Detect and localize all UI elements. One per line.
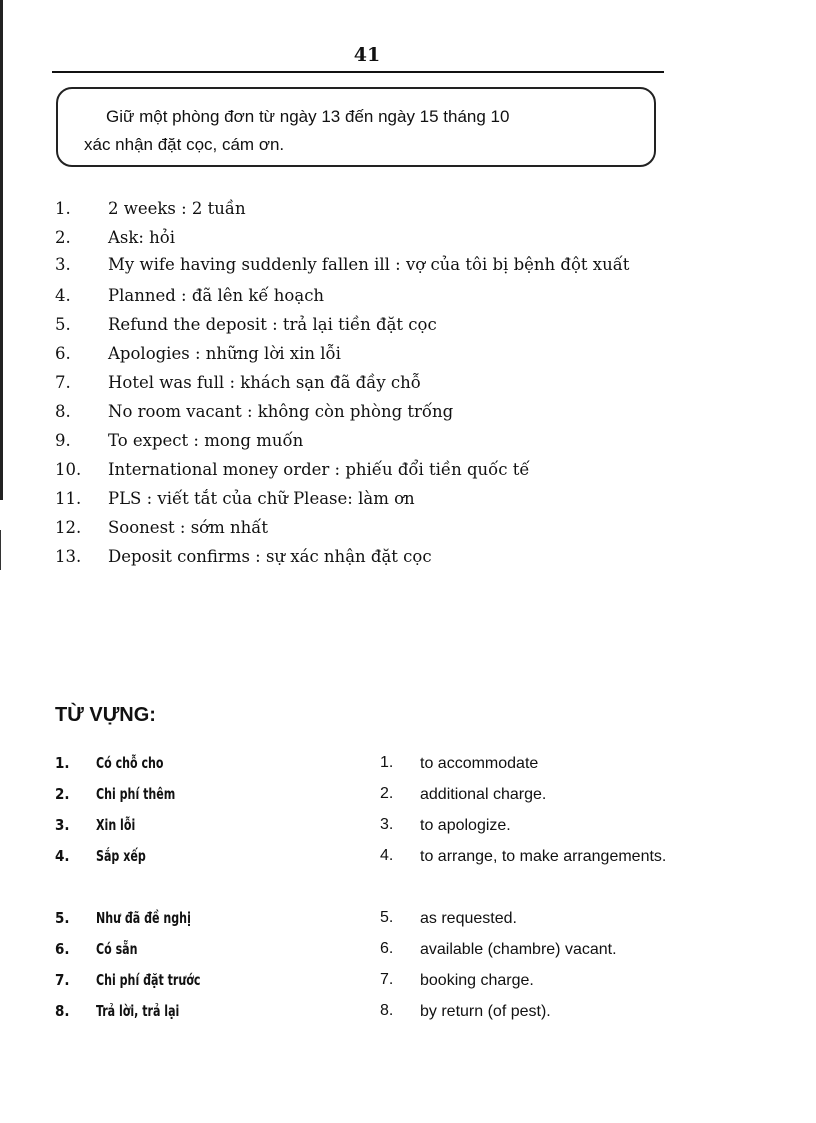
vocab-vietnamese-term: Chi phí thêm [96,785,176,803]
scan-binding-edge [0,0,3,500]
vocab-item-number: 6. [380,940,394,957]
glossary-item [55,310,695,339]
glossary-item-text: Hotel was full : khách sạn đã đầy chỗ [108,373,421,392]
vocab-item-number: 8. [55,1002,70,1020]
vocab-english-term: as requested. [420,910,517,927]
glossary-list [55,194,695,571]
vocab-english-item [380,905,680,936]
scan-binding-edge-mark [0,530,1,570]
vocabulary-heading: TỪ VỰNG: [55,704,156,726]
glossary-item-number: 4. [55,286,71,305]
vocab-english-term: additional charge. [420,786,547,803]
glossary-item [55,397,695,426]
glossary-item-text: To expect : mong muốn [108,431,304,450]
glossary-item-number: 10. [55,460,82,479]
glossary-item [55,223,695,252]
glossary-item [55,252,695,281]
vocab-english-term: booking charge. [420,972,534,989]
glossary-item-text: My wife having suddenly fallen ill : vợ của tôi bị bệnh đột xuất [108,255,630,274]
glossary-item-number: 13. [55,547,82,566]
vocab-item-number: 1. [380,754,394,771]
vocab-vietnamese-term: Chi phí đặt trước [96,971,201,989]
vocab-item-number: 6. [55,940,70,958]
vocab-vietnamese-item [55,998,355,1029]
note-line-2: xác nhận đặt cọc, cám ơn. [84,135,285,154]
glossary-item-number: 1. [55,199,71,218]
vocab-vietnamese-term: Trả lời, trả lại [96,1002,180,1020]
glossary-item-text: PLS : viết tắt của chữ Please: làm ơn [108,489,415,508]
vocab-vietnamese-item [55,905,355,936]
vocab-english-item [380,781,680,812]
vocab-item-number: 1. [55,754,70,772]
glossary-item [55,368,695,397]
vocab-english-term: available (chambre) vacant. [420,941,617,958]
glossary-item-text: Deposit confirms : sự xác nhận đặt cọc [108,547,432,566]
vocab-english-item [380,967,680,998]
header-rule [52,71,664,73]
vocab-english-item [380,843,680,905]
vocab-english-item [380,936,680,967]
telegram-note-box [56,87,656,167]
vocab-vietnamese-item [55,812,355,843]
glossary-item-text: Soonest : sớm nhất [108,518,268,537]
vocab-item-number: 4. [55,847,70,865]
glossary-item-text: Apologies : những lời xin lỗi [108,344,341,363]
vocab-item-number: 4. [380,847,394,864]
vocab-item-number: 2. [380,785,394,802]
glossary-item-number: 6. [55,344,71,363]
vocab-vietnamese-term: Có chỗ cho [96,754,164,772]
glossary-item [55,513,695,542]
vocab-vietnamese-item [55,967,355,998]
glossary-item-text: No room vacant : không còn phòng trống [108,402,454,421]
vocab-vietnamese-item [55,843,355,905]
vocab-english-column [380,750,680,1029]
vocab-english-term: to apologize. [420,817,511,834]
glossary-item-text: Ask: hỏi [108,228,176,247]
glossary-item-number: 5. [55,315,71,334]
vocab-vietnamese-term: Sắp xếp [96,847,146,865]
vocab-item-number: 5. [380,909,394,926]
vocab-item-number: 7. [55,971,70,989]
vocab-english-item [380,998,680,1029]
vocab-vietnamese-term: Xin lỗi [96,816,136,834]
vocab-vietnamese-item [55,936,355,967]
glossary-item-number: 7. [55,373,71,392]
vocab-vietnamese-item [55,781,355,812]
glossary-item-number: 12. [55,518,82,537]
vocab-item-number: 8. [380,1002,394,1019]
glossary-item-number: 9. [55,431,71,450]
glossary-item [55,455,695,484]
glossary-item-text: Refund the deposit : trả lại tiền đặt cọc [108,315,437,334]
vocab-vietnamese-term: Như đã đề nghị [96,909,191,927]
vocab-english-item [380,812,680,843]
glossary-item-number: 3. [55,255,71,274]
vocab-item-number: 2. [55,785,70,803]
vocab-vietnamese-column [55,750,355,1029]
glossary-item-number: 2. [55,228,71,247]
glossary-item [55,281,695,310]
vocab-vietnamese-term: Có sẵn [96,940,138,958]
vocab-english-item [380,750,680,781]
glossary-item [55,542,695,571]
vocab-item-number: 7. [380,971,394,988]
glossary-item-number: 11. [55,489,82,508]
vocab-english-term: to accommodate [420,755,539,772]
glossary-item [55,339,695,368]
vocab-english-term: to arrange, to make arrangements. [420,848,667,865]
vocab-english-term: by return (of pest). [420,1003,551,1020]
glossary-item [55,194,695,223]
page-number: 41 [353,44,381,66]
vocab-item-number: 3. [380,816,394,833]
glossary-item-number: 8. [55,402,71,421]
vocab-item-number: 5. [55,909,70,927]
glossary-item-text: Planned : đã lên kế hoạch [108,286,325,305]
glossary-item [55,426,695,455]
vocab-item-number: 3. [55,816,70,834]
glossary-item [55,484,695,513]
glossary-item-text: 2 weeks : 2 tuần [108,199,246,218]
glossary-item-text: International money order : phiếu đổi tiền quốc tế [108,460,530,479]
note-line-1: Giữ một phòng đơn từ ngày 13 đến ngày 15 tháng 10 [106,107,510,126]
vocab-vietnamese-item [55,750,355,781]
